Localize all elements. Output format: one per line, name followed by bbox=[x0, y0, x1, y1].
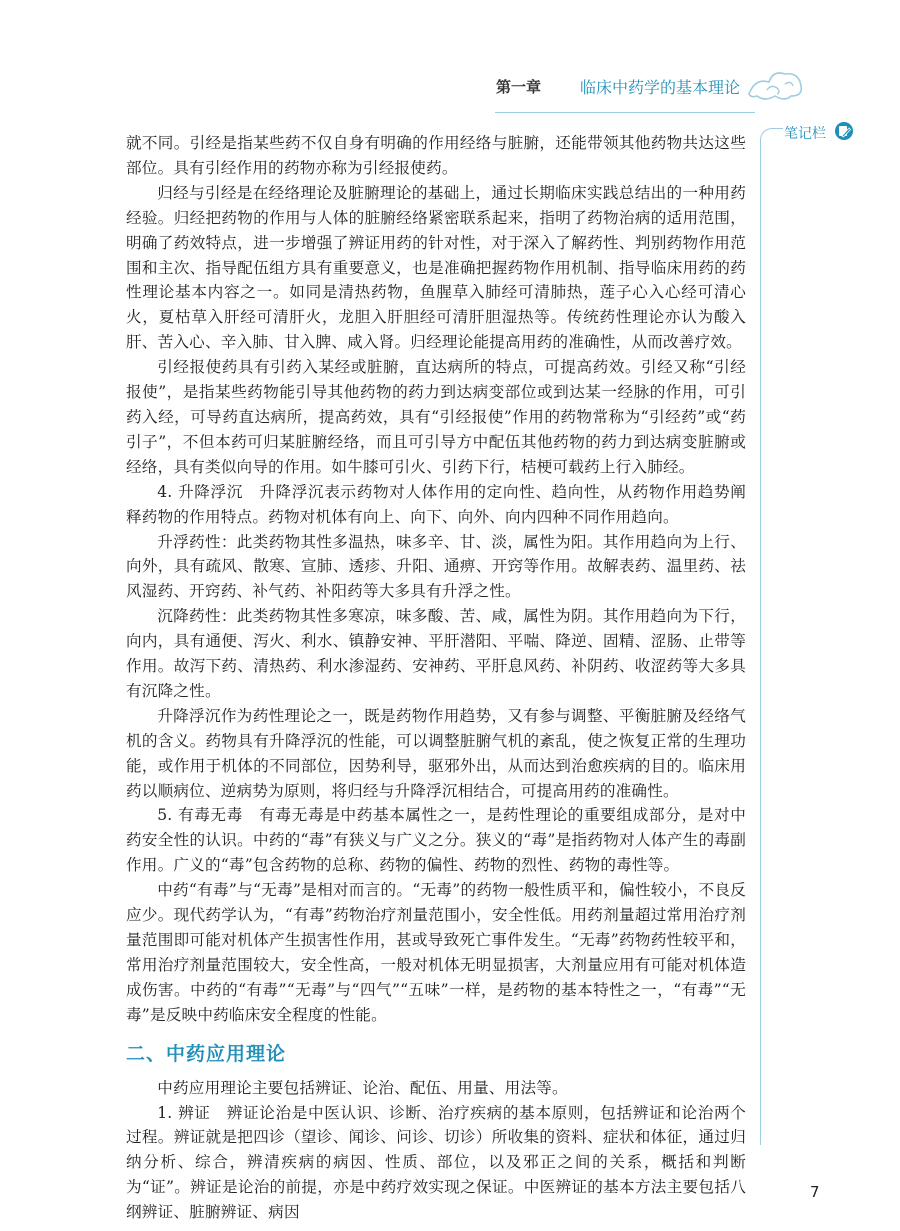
notes-column-label: 笔记栏 bbox=[784, 126, 826, 142]
header-rule bbox=[495, 112, 755, 113]
paragraph: 就不同。引经是指某些药不仅自身有明确的作用经络与脏腑，还能带领其他药物共达这些部位。具有引经作用的药物亦称为引经报使药。 bbox=[126, 134, 746, 177]
paragraph: 升降浮沉作为药性理论之一，既是药物作用趋势，又有参与调整、平衡脏腑及经络气机的含义。药物具有升降浮沉的性能，可以调整脏腑气机的紊乱，使之恢复正常的生理功能，或作用于机体的不同部位，因势利导，驱邪外出，从而达到治愈疾病的目的。临床用药以顺病位、逆病势为原则，将归经与升降浮沉相结合，可提高用药的准确性。 bbox=[126, 706, 746, 800]
page-number: 7 bbox=[810, 1183, 820, 1201]
notes-column-corner bbox=[760, 128, 783, 141]
paragraph: 中药“有毒”与“无毒”是相对而言的。“无毒”的药物一般性质平和，偏性较小，不良反应少。现代药学认为，“有毒”药物治疗剂量范围小，安全性低。用药剂量超过常用治疗剂量范围即可能对机体产生损害性作用，甚或导致死亡事件发生。“无毒”药物药性较平和，常用治疗剂量范围较大，安全性高，一般对机体无明显损害，大剂量应用有可能对机体造成伤害。中药的“有毒”“无毒”与“四气”“五味”一样，是药物的基本特性之一，“有毒”“无毒”是反映中药临床安全程度的性能。 bbox=[126, 881, 746, 1024]
page-header bbox=[0, 70, 900, 110]
paragraph: 中药应用理论主要包括辨证、论治、配伍、用量、用法等。 bbox=[157, 1078, 568, 1097]
paragraph: 5. 有毒无毒 有毒无毒是中药基本属性之一，是药性理论的重要组成部分，是对中药安全性的认识。中药的“毒”有狭义与广义之分。狭义的“毒”是指药物对人体产生的毒副作用。广义的“毒”包含药物的总称、药物的偏性、药物的烈性、药物的毒性等。 bbox=[126, 806, 746, 875]
chapter-title: 临床中药学的基本理论 bbox=[580, 78, 741, 97]
paragraph: 引经报使药具有引药入某经或脏腑，直达病所的特点，可提高药效。引经又称“引经报使”，是指某些药物能引导其他药物的药力到达病变部位或到达某一经脉的作用，可引药入经，可导药直达病所，提高药效，具有“引经报使”作用的药物常称为“引经药”或“药引子”，不但本药可归某脏腑经络，而且可引导方中配伍其他药物的药力到达病变脏腑或经络，具有类似向导的作用。如牛膝可引火、引药下行，桔梗可载药上行入肺经。 bbox=[126, 358, 746, 476]
paragraph: 沉降药性：此类药物其性多寒凉，味多酸、苦、咸，属性为阴。其作用趋向为下行，向内，具有通便、泻火、利水、镇静安神、平肝潜阳、平喘、降逆、固精、涩肠、止带等作用。故泻下药、清热药、利水渗湿药、安神药、平肝息风药、补阴药、收涩药等大多具有沉降之性。 bbox=[126, 607, 746, 700]
chapter-label: 第一章 bbox=[496, 78, 542, 96]
cloud-ornament-icon bbox=[745, 64, 805, 104]
section-heading: 二、中药应用理论 bbox=[126, 1042, 287, 1065]
pencil-note-icon bbox=[834, 121, 854, 141]
paragraph: 1. 辨证 辨证论治是中医认识、诊断、治疗疾病的基本原则，包括辨证和论治两个过程。辨证就是把四诊（望诊、闻诊、问诊、切诊）所收集的资料、症状和体征，通过归纳分析、综合，辨清疾病的病因、性质、部位，以及邪正之间的关系，概括和判断为“证”。辨证是论治的前提，亦是中药疗效实现之保证。中医辨证的基本方法主要包括八纲辨证、脏腑辨证、病因 bbox=[126, 1103, 746, 1222]
notes-column-rule bbox=[760, 140, 761, 1145]
paragraph: 归经与引经是在经络理论及脏腑理论的基础上，通过长期临床实践总结出的一种用药经验。归经把药物的作用与人体的脏腑经络紧密联系起来，指明了药物治病的适用范围，明确了药效特点，进一步增强了辨证用药的针对性，对于深入了解药性、判别药物作用范围和主次、指导配伍组方具有重要意义，也是准确把握药物作用机制、指导临床用药的药性理论基本内容之一。如同是清热药物，鱼腥草入肺经可清肺热，莲子心入心经可清心火，夏枯草入肝经可清肝火，龙胆入肝胆经可清肝胆湿热等。传统药性理论亦认为酸入肝、苦入心、辛入肺、甘入脾、咸入肾。归经理论能提高用药的准确性，从而改善疗效。 bbox=[126, 183, 746, 352]
paragraph: 升浮药性：此类药物其性多温热，味多辛、甘、淡，属性为阳。其作用趋向为上行、向外，具有疏风、散寒、宣肺、透疹、升阳、通痹、开窍等作用。故解表药、温里药、祛风湿药、开窍药、补气药、补阳药等大多具有升浮之性。 bbox=[126, 532, 746, 601]
body-text bbox=[126, 131, 746, 1225]
paragraph: 4. 升降浮沉 升降浮沉表示药物对人体作用的定向性、趋向性，从药物作用趋势阐释药物的作用特点。药物对机体有向上、向下、向外、向内四种不同作用趋向。 bbox=[126, 482, 746, 526]
